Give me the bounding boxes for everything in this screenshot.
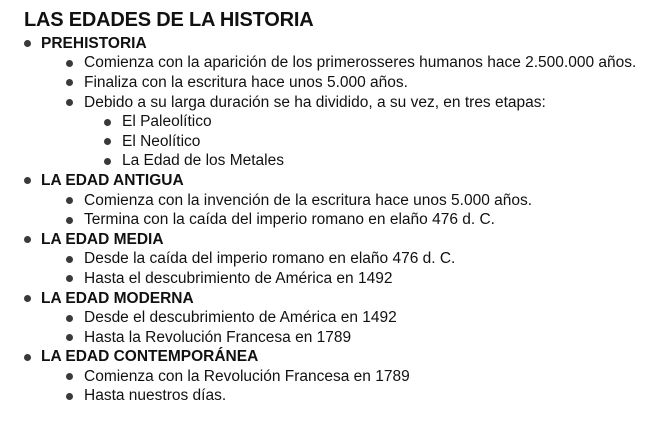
list-item: [24, 308, 644, 328]
list-item-text: Hasta nuestros días.: [84, 387, 227, 405]
list-item: [24, 387, 644, 407]
list-item-text: Hasta el descubrimiento de América en 1492: [84, 269, 393, 287]
bullet-icon: [24, 295, 31, 302]
sub-list-item-text: El Neolítico: [122, 132, 201, 150]
era-items: [24, 54, 644, 172]
list-item: [24, 210, 644, 230]
era-heading-text: LA EDAD MEDIA: [41, 230, 164, 248]
bullet-icon: [104, 138, 111, 145]
era-contemporanea: [24, 348, 644, 407]
bullet-icon: [24, 354, 31, 361]
list-item-text: Termina con la caída del imperio romano en elaño 476 d. C.: [84, 211, 495, 229]
bullet-icon: [66, 217, 73, 224]
era-heading-text: PREHISTORIA: [41, 34, 147, 52]
sub-list-item: [24, 132, 644, 152]
era-heading: [24, 348, 644, 368]
era-antigua: [24, 171, 644, 230]
bullet-icon: [66, 79, 73, 86]
bullet-icon: [66, 60, 73, 67]
era-heading: [24, 171, 644, 191]
document-title: LAS EDADES DE LA HISTORIA: [24, 9, 314, 31]
bullet-icon: [104, 158, 111, 165]
bullet-icon: [66, 99, 73, 106]
era-items: [24, 250, 644, 289]
list-item-text: Desde la caída del imperio romano en elaño 476 d. C.: [84, 250, 456, 268]
bullet-icon: [24, 177, 31, 184]
era-heading-text: LA EDAD ANTIGUA: [41, 171, 184, 189]
bullet-icon: [24, 236, 31, 243]
era-media: [24, 230, 644, 289]
list-item: [24, 73, 644, 93]
list-item-text: Finaliza con la escritura hace unos 5.000 años.: [84, 73, 408, 91]
list-item-text: Desde el descubrimiento de América en 1492: [84, 309, 397, 327]
list-item-text: Comienza con la Revolución Francesa en 1789: [84, 367, 410, 385]
era-items: [24, 191, 644, 230]
bullet-icon: [66, 373, 73, 380]
list-item: [24, 367, 644, 387]
era-heading-text: LA EDAD CONTEMPORÁNEA: [41, 348, 259, 366]
bullet-icon: [66, 334, 73, 341]
list-item-text: Comienza con la invención de la escritura hace unos 5.000 años.: [84, 191, 533, 209]
era-heading: [24, 34, 644, 54]
bullet-icon: [24, 40, 31, 47]
sub-list-item-text: El Paleolítico: [122, 113, 212, 131]
era-heading-text: LA EDAD MODERNA: [41, 289, 194, 307]
bullet-icon: [104, 119, 111, 126]
list-item-text: Hasta la Revolución Francesa en 1789: [84, 328, 352, 346]
era-items: [24, 367, 644, 406]
era-heading: [24, 230, 644, 250]
era-items: [24, 308, 644, 347]
sub-list-item-text: La Edad de los Metales: [122, 152, 284, 170]
sub-list-item: [24, 112, 644, 132]
era-prehistoria: [24, 34, 644, 171]
list-item-text: Debido a su larga duración se ha dividido, a su vez, en tres etapas:: [84, 93, 546, 111]
era-moderna: [24, 289, 644, 348]
bullet-icon: [66, 393, 73, 400]
document: [24, 8, 644, 406]
list-item: [24, 328, 644, 348]
list-item-text: Comienza con la aparición de los primerosseres humanos hace 2.500.000 años.: [84, 54, 637, 72]
list-item: [24, 250, 644, 270]
list-item: [24, 54, 644, 74]
bullet-icon: [66, 275, 73, 282]
list-item: [24, 269, 644, 289]
bullet-icon: [66, 256, 73, 263]
era-list: [24, 34, 644, 406]
sub-list-item: [24, 152, 644, 172]
list-item: [24, 191, 644, 211]
era-heading: [24, 289, 644, 309]
bullet-icon: [66, 197, 73, 204]
bullet-icon: [66, 315, 73, 322]
list-item: [24, 93, 644, 113]
